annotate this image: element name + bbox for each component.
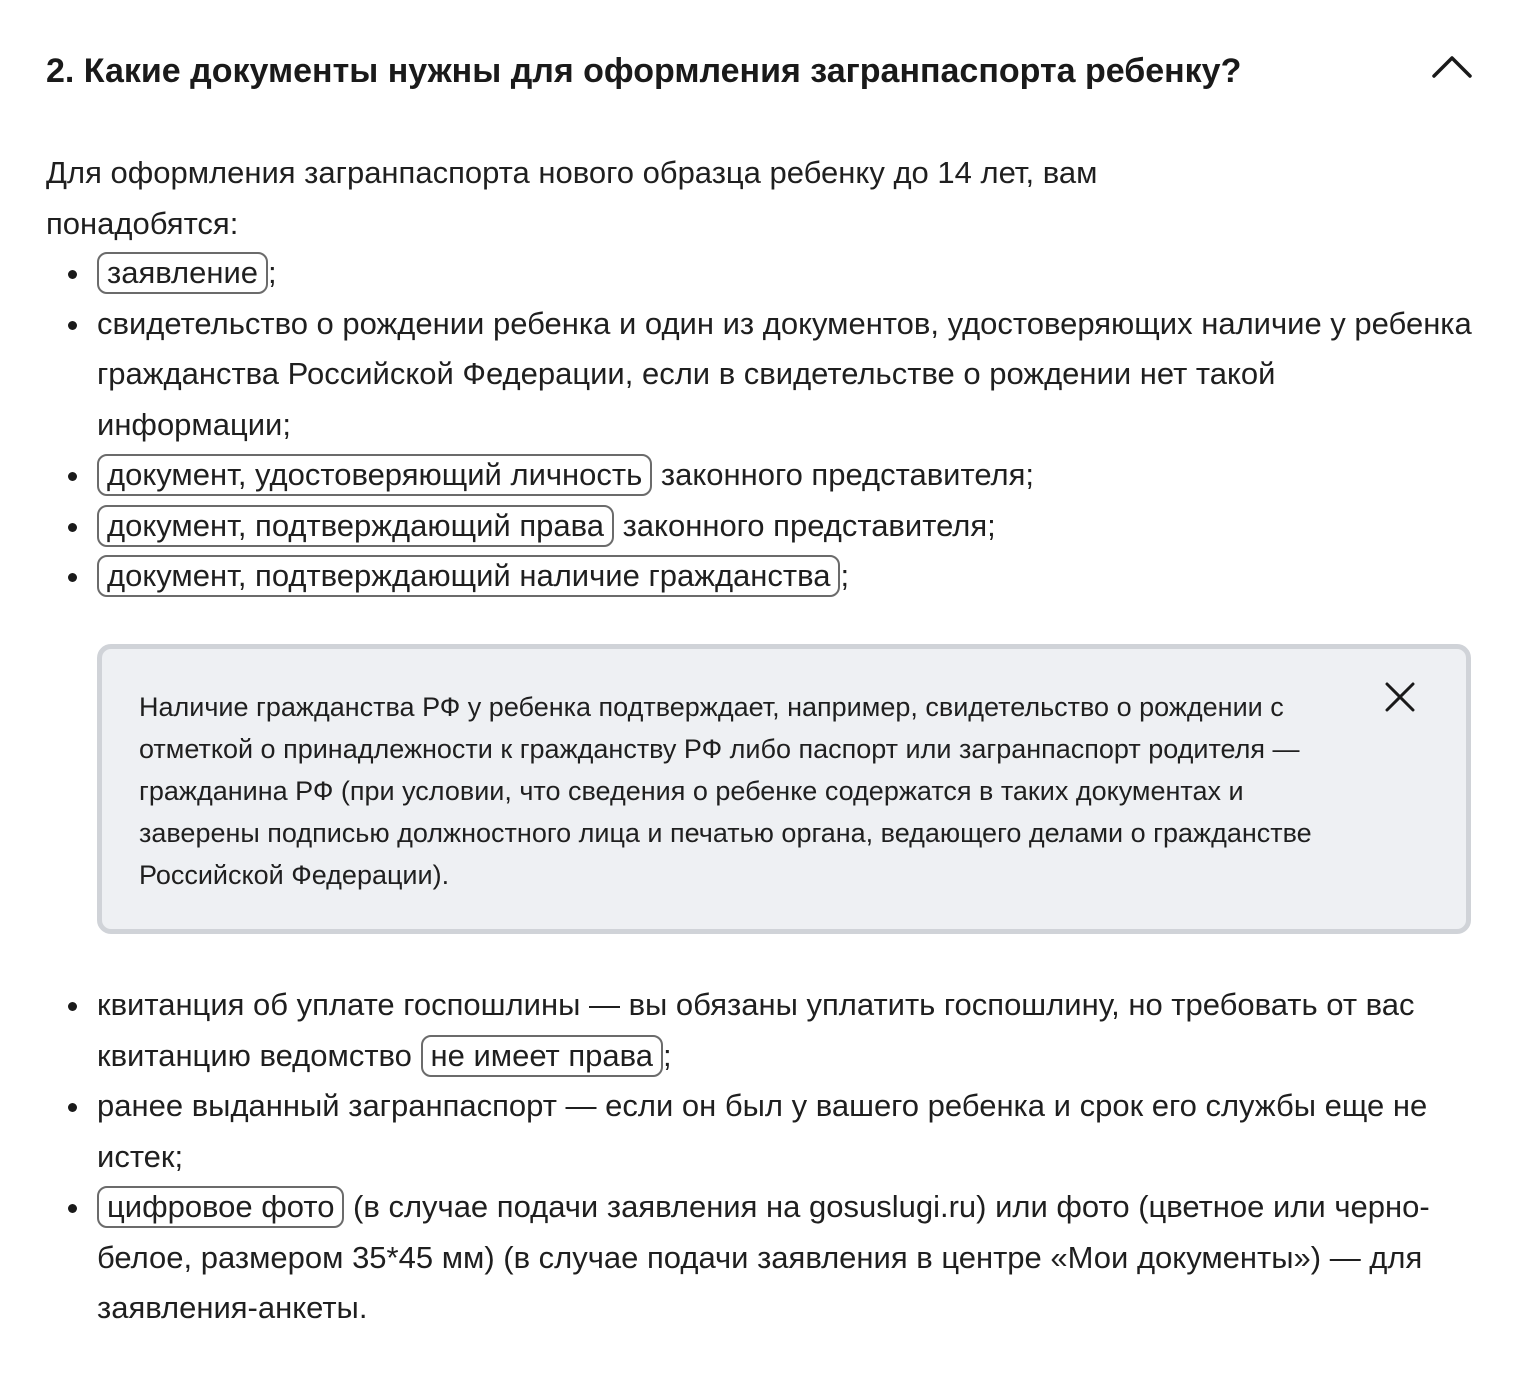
- list-item: [46, 1182, 1476, 1334]
- documents-list-top: [46, 248, 1476, 602]
- list-item: [46, 980, 1476, 1081]
- chip-digital-photo[interactable]: цифровое фото: [97, 1186, 344, 1228]
- chip-rights-document[interactable]: документ, подтверждающий права: [97, 505, 614, 547]
- citizenship-note: [97, 644, 1471, 934]
- close-note-button[interactable]: [1380, 677, 1420, 717]
- list-item: [46, 299, 1476, 451]
- list-item: [46, 450, 1476, 501]
- chip-citizenship-document[interactable]: документ, подтверждающий наличие гражданства: [97, 555, 840, 597]
- list-item-text: ранее выданный загранпаспорт — если он был у вашего ребенка и срок его службы еще не истек;: [97, 1088, 1428, 1174]
- documents-list-bottom: [46, 980, 1476, 1334]
- list-item-text: ;: [663, 1037, 672, 1073]
- list-item-text: (в случае подачи заявления на gosuslugi.ru) или фото (цветное или черно-белое, размером 35*45 мм) (в случае подачи заявления в центре «Мои документы») — для заявления-анкеты.: [97, 1189, 1430, 1325]
- list-item-text: ;: [268, 255, 277, 290]
- faq-question-header[interactable]: [46, 0, 1476, 140]
- list-item: [46, 501, 1476, 552]
- list-item: [46, 1081, 1476, 1182]
- list-item-text: законного представителя;: [613, 507, 996, 543]
- close-icon[interactable]: [1380, 677, 1420, 717]
- chip-identity-document[interactable]: документ, удостоверяющий личность: [97, 454, 652, 496]
- intro-line-2: понадобятся:: [46, 205, 239, 241]
- list-item: [46, 551, 1476, 602]
- collapse-button[interactable]: [1428, 42, 1476, 90]
- list-item-text: свидетельство о рождении ребенка и один из документов, удостоверяющих наличие у ребенка гражданства Российской Федерации, если в свидетельстве о рождении нет такой информации;: [97, 305, 1472, 442]
- answer-intro: [46, 148, 1346, 249]
- list-item-text: законного представителя;: [652, 457, 1035, 492]
- note-text: Наличие гражданства РФ у ребенка подтверждает, например, свидетельство о рождении с отметкой о принадлежности к гражданству РФ либо паспорт или загранпаспорт родителя — гражданина РФ (при условии, что сведения о ребенке содержатся в таких документах и заверены подписью должностного лица и печатью органа, ведающего делами о гражданстве Российской Федерации).: [139, 692, 1312, 890]
- list-item-text: ;: [840, 558, 850, 593]
- intro-line-1: Для оформления загранпаспорта нового образца ребенку до 14 лет, вам: [46, 155, 1098, 190]
- list-item: [46, 248, 1476, 299]
- question-title[interactable]: 2. Какие документы нужны для оформления загранпаспорта ребенку?: [46, 52, 1242, 90]
- chip-no-right[interactable]: не имеет права: [421, 1035, 664, 1077]
- list-item-text: квитанция об уплате госпошлины — вы обязаны уплатить госпошлину, но требовать от вас квитанцию ведомство: [97, 987, 1415, 1073]
- chevron-up-icon[interactable]: [1428, 42, 1476, 90]
- faq-section: [46, 0, 1476, 1325]
- chip-zayavlenie[interactable]: заявление: [97, 252, 268, 294]
